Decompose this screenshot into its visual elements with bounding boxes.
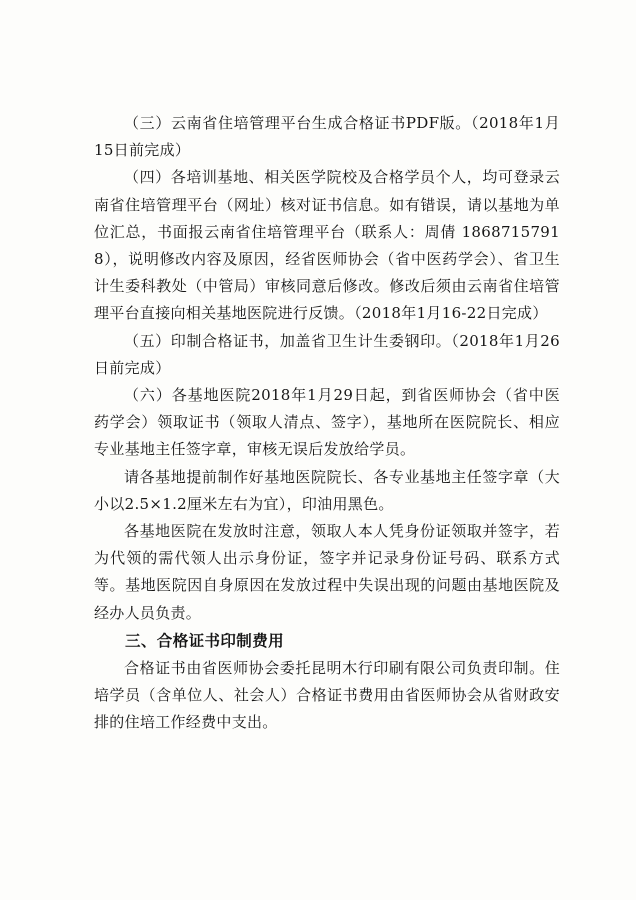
- paragraph-section-5: （五）印制合格证书，加盖省卫生计生委钢印。（2018年1月26日前完成）: [94, 331, 560, 377]
- paragraph-signature-stamp: 请各基地提前制作好基地医院院长、各专业基地主任签字章（大小以2.5×1.2厘米左右为宜），印油用黑色。: [94, 467, 560, 513]
- paragraph-section-3: （三）云南省住培管理平台生成合格证书PDF版。（2018年1月15日前完成）: [94, 114, 560, 160]
- paragraph-section-6: （六）各基地医院2018年1月29日起，到省医师协会（省中医药学会）领取证书（领取人清点、签字），基地所在医院院长、相应专业基地主任签字章，审核无误后发放给学员。: [94, 386, 560, 459]
- paragraph-distribution-notice: 各基地医院在发放时注意，领取人本人凭身份证领取并签字，若为代领的需代领人出示身份证，签字并记录身份证号码、联系方式等。基地医院因自身原因在发放过程中失误出现的问题由基地医院及经办人员负责。: [94, 522, 560, 622]
- paragraph-printing-cost: 合格证书由省医师协会委托昆明木行印刷有限公司负责印制。住培学员（含单位人、社会人）合格证书费用由省医师协会从省财政安排的住培工作经费中支出。: [94, 658, 560, 732]
- heading-section-three: 三、合格证书印制费用: [125, 631, 285, 650]
- paragraph-section-4: （四）各培训基地、相关医学院校及合格学员个人，均可登录云南省住培管理平台（网址）核对证书信息。如有错误，请以基地为单位汇总，书面报云南省住培管理平台（联系人：周倩 18687157918），说明修改内容及原因，经省医师协会（省中医药学会）、省卫生计生委科教处（中管局）审核同意后修改。修改后须由云南省住培管理平台直接向相关基地医院进行反馈。（2018年1月16-22日完成）: [94, 168, 560, 323]
- document-body: [94, 110, 560, 736]
